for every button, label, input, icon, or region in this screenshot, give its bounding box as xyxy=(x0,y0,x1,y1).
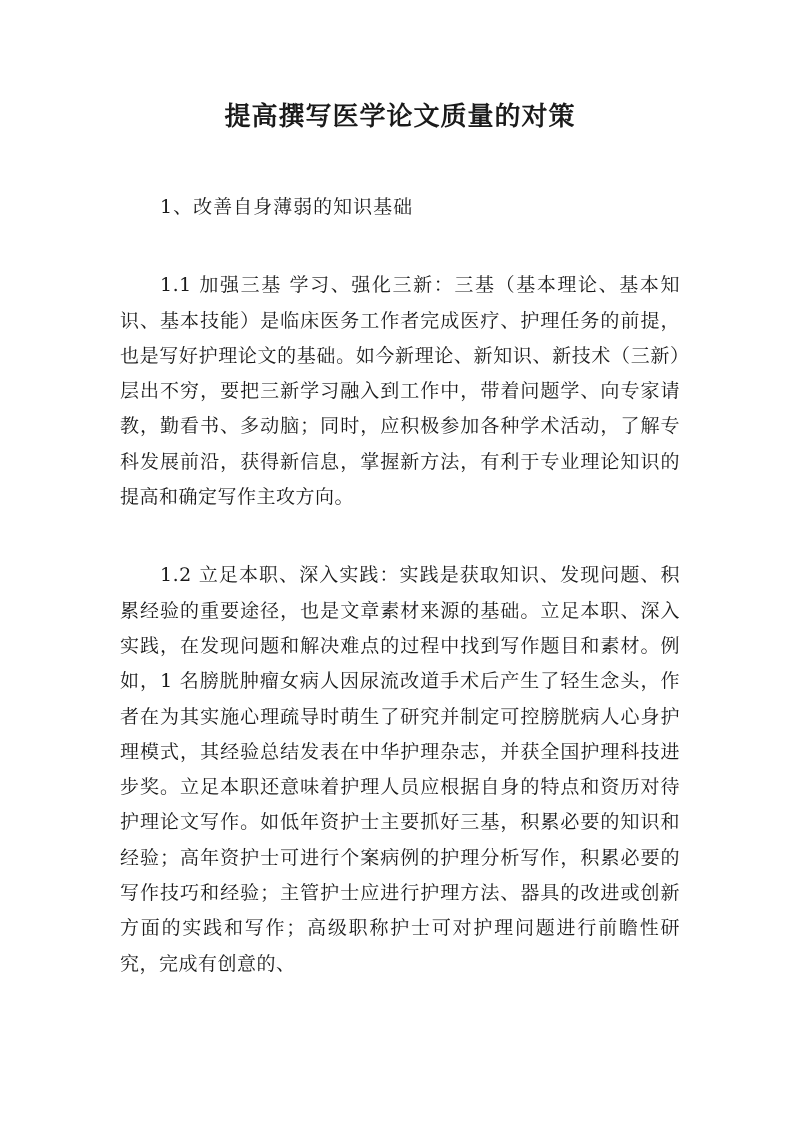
paragraph-1-2: 1.2 立足本职、深入实践：实践是获取知识、发现问题、积累经验的重要途径，也是文章素材来源的基础。立足本职、深入实践，在发现问题和解决难点的过程中找到写作题目和素材。例如，1 名膀胱肿瘤女病人因尿流改道手术后产生了轻生念头，作者在为其实施心理疏导时萌生了研究并制定可控膀胱病人心身护理模式，其经验总结发表在中华护理杂志，并获全国护理科技进步奖。立足本职还意味着护理人员应根据自身的特点和资历对待护理论文写作。如低年资护士主要抓好三基，积累必要的知识和经验；高年资护士可进行个案病例的护理分析写作，积累必要的写作技巧和经验；主管护士应进行护理方法、器具的改进或创新方面的实践和写作；高级职称护士可对护理问题进行前瞻性研究，完成有创意的、 xyxy=(120,564,680,975)
section-heading: 1、改善自身薄弱的知识基础 xyxy=(160,196,414,218)
document-body xyxy=(120,190,680,982)
paragraph-spacer xyxy=(120,515,680,558)
paragraph-1-1: 1.1 加强三基 学习、强化三新：三基（基本理论、基本知识、基本技能）是临床医务工作者完成医疗、护理任务的前提，也是写好护理论文的基础。如今新理论、新知识、新技术（三新）层出不穷，要把三新学习融入到工作中，带着问题学、向专家请教，勤看书、多动脑；同时，应积极参加各种学术活动，了解专科发展前沿，获得新信息，掌握新方法，有利于专业理论知识的提高和确定写作主攻方向。 xyxy=(120,274,680,509)
page-title: 提高撰写医学论文质量的对策 xyxy=(224,102,576,132)
paragraph-spacer xyxy=(120,225,680,268)
